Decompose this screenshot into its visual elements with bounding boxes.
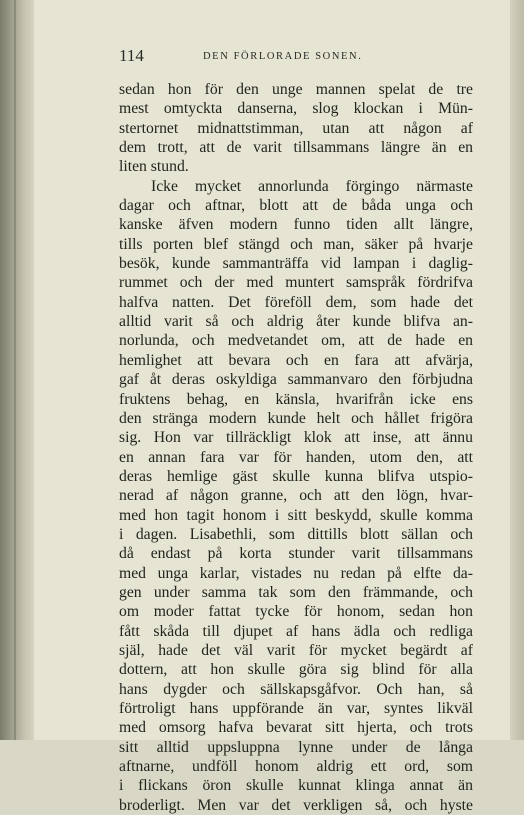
text-line: sig. Hon var tillräckligt klok att inse, att ännu <box>119 429 473 447</box>
text-line: hemlighet att bevara och en fara att afvärja, <box>119 351 473 369</box>
text-line: mest omtyckta danserna, slog klockan i Mün- <box>119 100 473 118</box>
text-line: förtroligt hans uppförande än var, syntes likväl <box>119 700 473 717</box>
text-line: i dagen. Lisabethli, som dittills blott sällan och <box>119 525 473 543</box>
text-line: alltid varit så och aldrig åter kunde blifva an- <box>119 313 473 331</box>
text-line: då endast på korta stunder varit tillsammans <box>119 545 473 563</box>
text-line: deras hemlige gäst skulle kunna blifva utspio- <box>119 467 473 485</box>
text-line: besök, kunde sammanträffa vid lampan i daglig- <box>119 255 473 273</box>
running-title: DEN FÖRLORADE SONEN. <box>203 51 363 62</box>
text-line: liten stund. <box>119 158 189 176</box>
text-line: gen under samma tak som den främmande, och <box>119 583 473 601</box>
page-number: 114 <box>119 46 144 65</box>
text-line: en annan fara var för handen, utom den, att <box>119 448 473 466</box>
page-header <box>103 46 473 66</box>
text-line: rummet och der med muntert samspråk fördrifva <box>119 274 473 292</box>
text-line: i flickans öron skulle kunnat klinga annat än <box>119 777 473 795</box>
text-line: norlunda, och medvetandet om, att de hade en <box>119 332 473 350</box>
text-line: dem trott, att de varit tillsammans längre än en <box>119 139 473 157</box>
text-line: den stränga modern kunde helt och hållet frigöra <box>119 409 473 427</box>
text-line: själ, hade det väl varit för mycket begärdt af <box>119 641 473 659</box>
text-line: sedan hon för den unge mannen spelat de tre <box>119 81 473 98</box>
text-line: nerad af någon granne, och att den lögn, hvar- <box>119 487 473 505</box>
text-line: dagar och aftnar, blott att de båda unga och <box>119 197 473 215</box>
text-line: hans dygder och sällskapsgåfvor. Och han, så <box>119 680 473 698</box>
page-right-edge <box>510 0 524 740</box>
text-line: gaf åt deras oskyldiga sammanvaro den förbjudna <box>119 371 473 389</box>
text-line: stertornet midnattstimman, utan att någon af <box>119 119 473 137</box>
text-line: med hon tagit honom i sitt beskydd, skulle komma <box>119 506 473 524</box>
text-line: broderligt. Men var det verkligen så, och hyste <box>119 796 473 814</box>
text-line: med omsorg hafva bevarat sitt hjerta, och trots <box>119 719 473 737</box>
text-line: dottern, att hon skulle göra sig blind för alla <box>119 661 473 679</box>
binding-shadow-line <box>14 0 16 740</box>
body-text <box>119 80 473 815</box>
text-line: om moder fattat tycke för honom, sedan hon <box>119 603 473 621</box>
text-line: fruktens behag, en känsla, hvarifrån icke ens <box>119 390 473 408</box>
text-line: Icke mycket annorlunda förgingo närmaste <box>151 177 473 195</box>
text-line: halfva natten. Det föreföll dem, som hade det <box>119 293 473 311</box>
binding-gutter <box>0 0 34 740</box>
text-line: med unga karlar, vistades nu redan på elfte da- <box>119 564 473 582</box>
text-line: tills porten blef stängd och man, säker på hvarje <box>119 235 473 253</box>
text-line: kanske äfven modern funno tiden allt längre, <box>119 216 473 234</box>
text-line: sitt alltid uppsluppna lynne under de långa <box>119 738 473 756</box>
text-line: aftnarne, undföll honom aldrig ett ord, som <box>119 758 473 776</box>
text-line: fått skåda till djupet af hans ädla och redliga <box>119 622 473 640</box>
